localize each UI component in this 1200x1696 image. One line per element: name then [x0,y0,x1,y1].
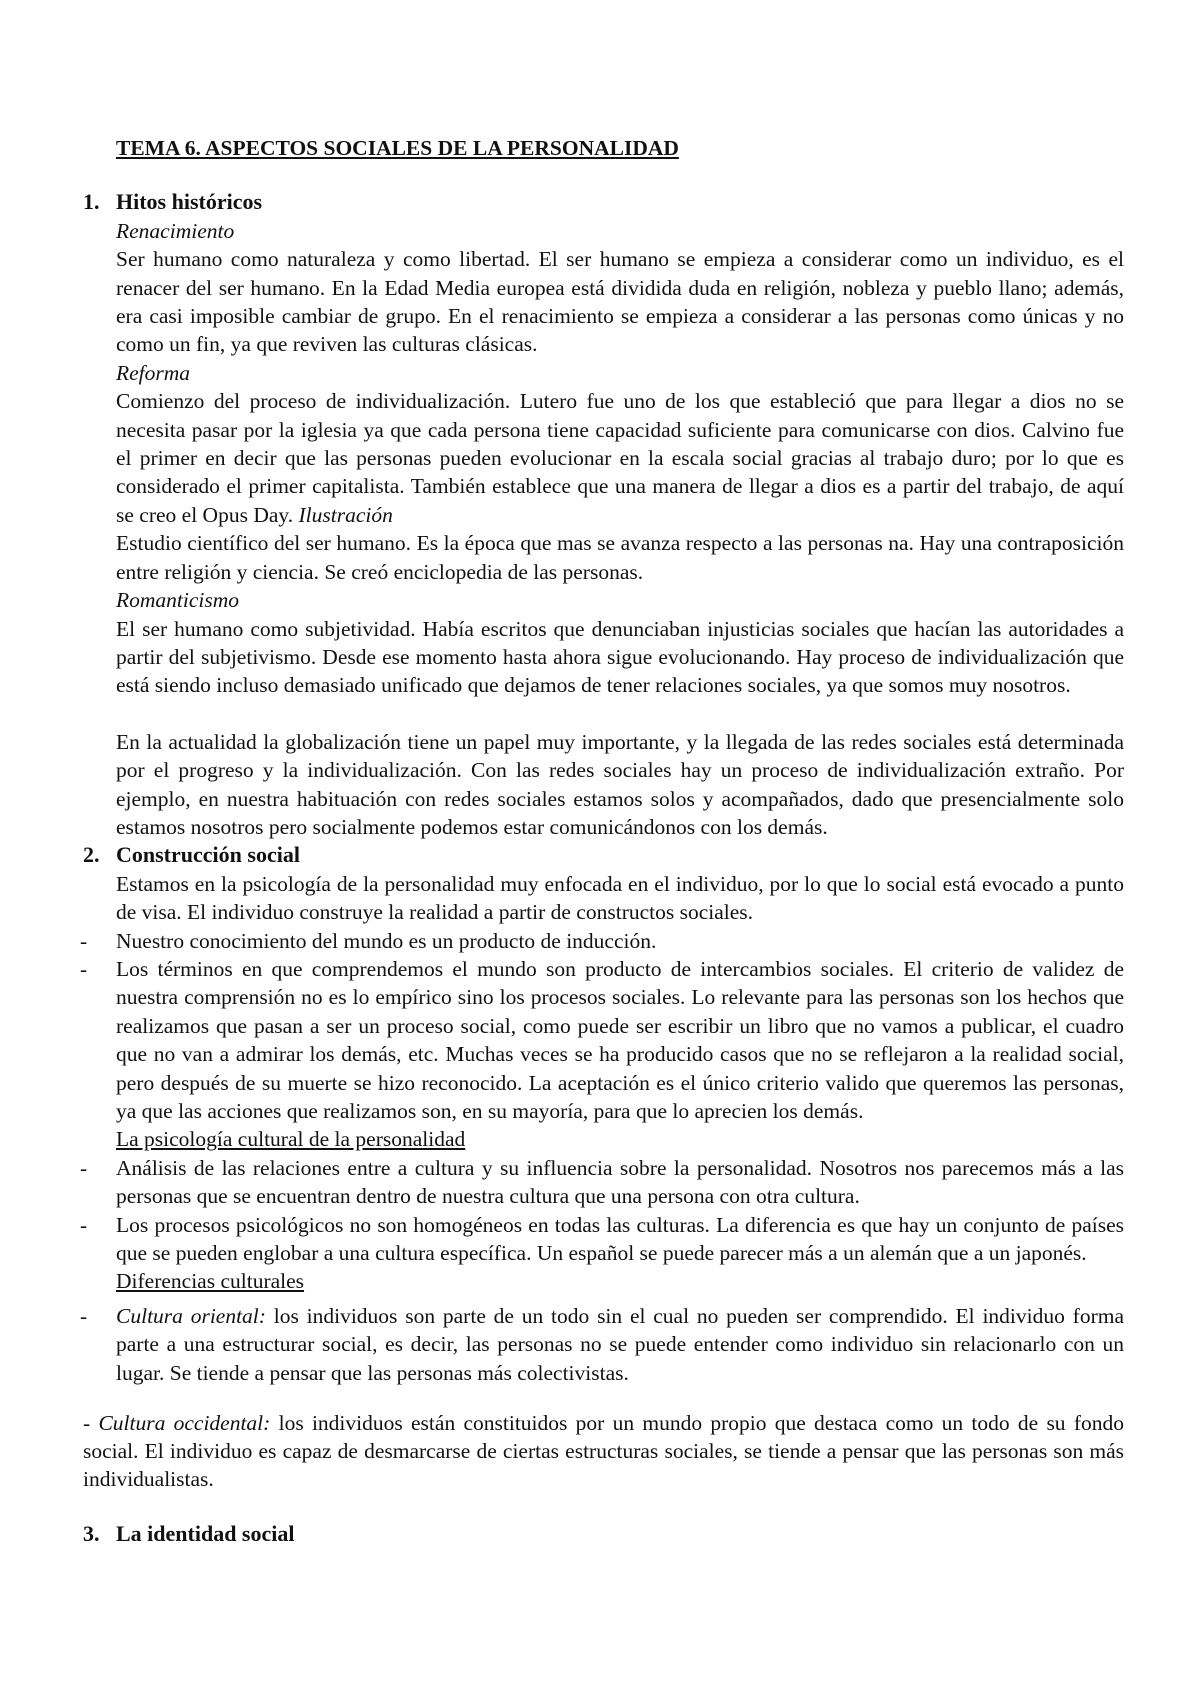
list-item-text: Nuestro conocimiento del mundo es un producto de inducción. [116,928,657,953]
dash-bullet: - [80,1155,88,1180]
section-title: Hitos históricos [116,189,263,215]
cultura-occidental-text: los individuos están constituidos por un mundo propio que destaca como un todo de su fondo social. El individuo es capaz de desmarcarse de ciertas estructuras sociales, se tiende a pensar que las personas son más individualistas. [83,1410,1124,1492]
list-item [80,1211,1124,1268]
subheading-psicologia-cultural: La psicología cultural de la personalidad [116,1127,466,1152]
list-item [80,1154,1124,1211]
paragraph-ilustracion: Estudio científico del ser humano. Es la época que mas se avanza respecto a las personas na. Hay una contraposición entre religión y ciencia. Se creó enciclopedia de las personas. [116,531,1124,584]
subheading-reforma: Reforma [116,360,191,385]
dash-bullet: - [80,1303,88,1328]
section-2-heading [83,841,1124,869]
section-title: La identidad social [116,1520,295,1546]
document-title: TEMA 6. ASPECTOS SOCIALES DE LA PERSONALIDAD [116,136,679,160]
list-item-text: Análisis de las relaciones entre a cultura y su influencia sobre la personalidad. Nosotros nos parecemos más a las personas que se encuentran dentro de nuestra cultura que una persona con otra cultura. [116,1155,1124,1209]
paragraph-renacimiento: Ser humano como naturaleza y como libertad. El ser humano se empieza a considerar como un individuo, es el renacer del ser humano. En la Edad Media europea está dividida duda en religión, nobleza y pueblo llano; además, era casi imposible cambiar de grupo. En el renacimiento se empieza a considerar a las personas como únicas y no como un fin, ya que reviven las culturas clásicas. [116,247,1124,357]
document-page [80,134,1124,1548]
paragraph-reforma [116,387,1124,529]
dash-bullet: - [80,928,88,953]
list-item-text: Los términos en que comprendemos el mundo son producto de intercambios sociales. El criterio de validez de nuestra comprensión no es lo empírico sino los procesos sociales. Lo relevante para las personas son los hechos que realizamos que pasan a ser un proceso social, como puede ser escribir un libro que no vamos a publicar, el cuadro que no van a admirar los demás, etc. Muchas veces se ha producido casos que no se reflejaron a la realidad social, pero después de su muerte se hizo reconocido. La aceptación es el único criterio valido que queremos las personas, ya que las acciones que realizamos son, en su mayoría, para que lo aprecien los demás. [116,956,1124,1123]
blank-line [116,700,1124,728]
section-title: Construcción social [116,842,300,868]
cultura-occidental-label: Cultura occidental: [98,1410,271,1435]
cultura-oriental-text: los individuos son parte de un todo sin el cual no pueden ser comprendido. El individuo forma parte a una estructurar social, es decir, las personas no se puede entender como individuo sin relacionarlo con un lugar. Se tiende a pensar que las personas más colectivistas. [116,1303,1124,1385]
section-number: 3. [83,1520,100,1546]
cultura-oriental-label: Cultura oriental: [116,1303,266,1328]
subheading-diferencias-culturales: Diferencias culturales [116,1269,305,1294]
paragraph-construccion-intro: Estamos en la psicología de la personalidad muy enfocada en el individuo, por lo que lo social está evocado a punto de visa. El individuo construye la realidad a partir de constructos sociales. [116,871,1124,925]
list-item [80,1302,1124,1387]
dash-bullet: - [83,1410,99,1435]
list-item [80,927,1124,955]
list-item-occidental [83,1409,1124,1494]
dash-bullet: - [80,1212,88,1237]
paragraph-romanticismo: El ser humano como subjetividad. Había escritos que denunciaban injusticias sociales que hacían las autoridades a partir del subjetivismo. Desde ese momento hasta ahora sigue evolucionando. Hay proceso de individualización que está siendo incluso demasiado unificado que dejamos de tener relaciones sociales, ya que somos muy nosotros. [116,616,1124,698]
subheading-ilustracion: Ilustración [298,502,393,527]
dash-bullet: - [80,956,88,981]
section-3-heading [83,1520,1124,1548]
paragraph-actualidad: En la actualidad la globalización tiene un papel muy importante, y la llegada de las redes sociales está determinada por el progreso y la individualización. Con las redes sociales hay un proceso de individualización extraño. Por ejemplo, en nuestra habituación con redes sociales estamos solos y acompañados, dado que presencialmente solo estamos nosotros pero socialmente podemos estar comunicándonos con los demás. [116,729,1124,839]
section-number: 1. [83,189,100,215]
list-item [80,955,1124,1125]
section-number: 2. [83,842,100,868]
list-item-text: Los procesos psicológicos no son homogéneos en todas las culturas. La diferencia es que hay un conjunto de países que se pueden englobar a una cultura específica. Un español se puede parecer más a un alemán que a un japonés. [116,1212,1124,1266]
subheading-renacimiento: Renacimiento [116,218,235,243]
section-1-heading [83,188,1124,216]
subheading-romanticismo: Romanticismo [116,588,240,613]
list-item-text [116,1302,1124,1387]
reforma-text: Comienzo del proceso de individualización. Lutero fue uno de los que estableció que para llegar a dios no se necesita pasar por la iglesia ya que cada persona tiene capacidad suficiente para comunicarse con dios. Calvino fue el primer en decir que las personas pueden evolucionar en la escala social gracias al trabajo duro; por lo que es considerado el primer capitalista. También establece que una manera de llegar a dios es a partir del trabajo, de aquí se creo el Opus Day. [116,389,1124,527]
